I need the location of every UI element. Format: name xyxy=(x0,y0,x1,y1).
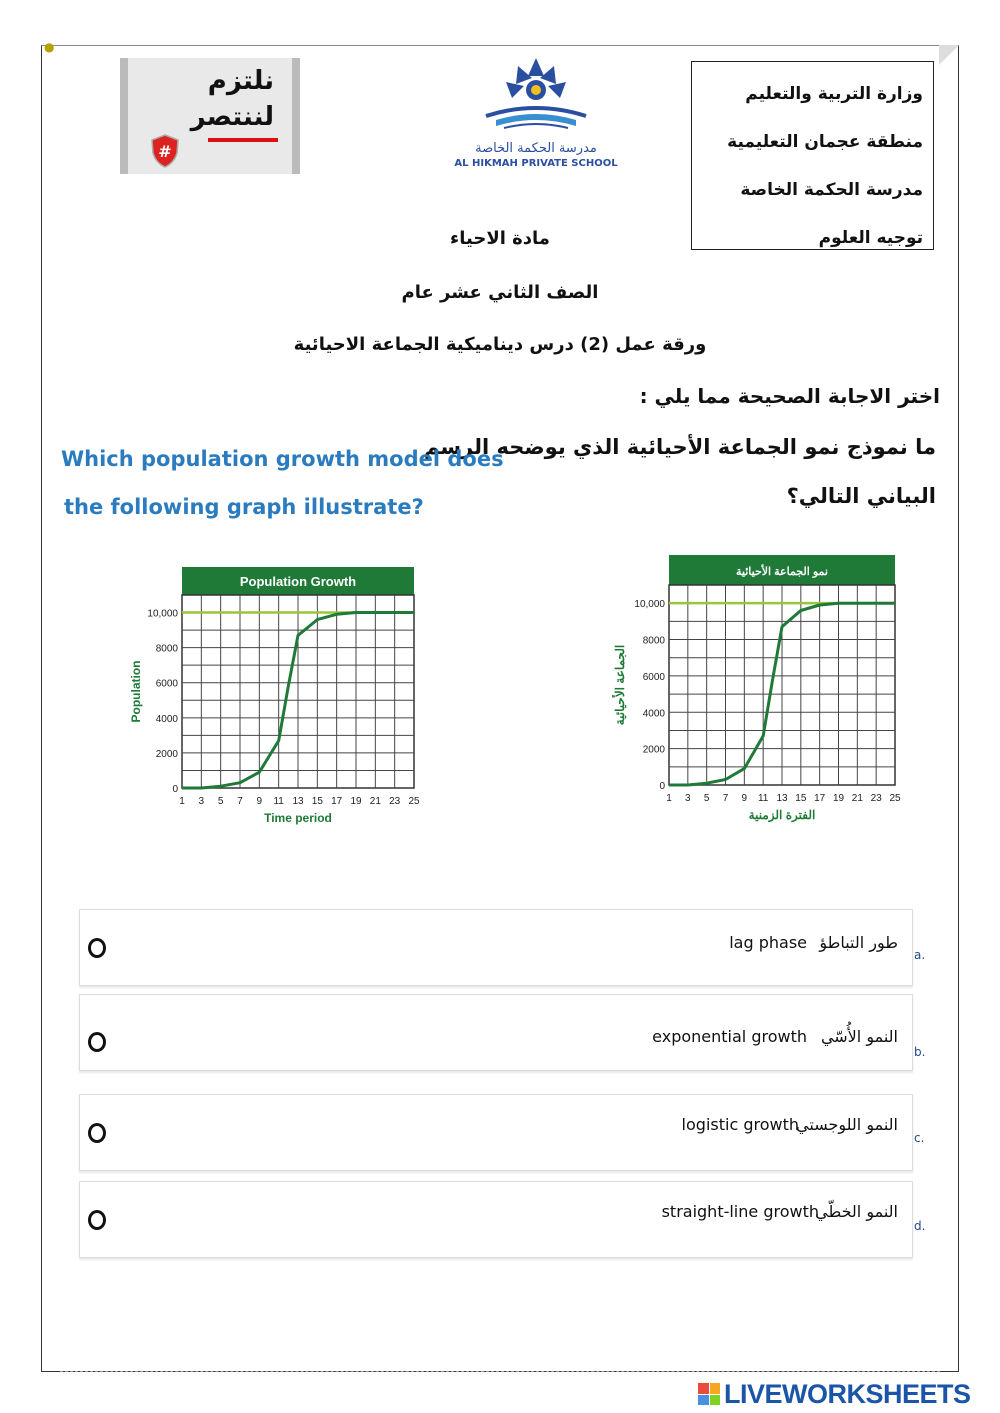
y-tick-label: 8000 xyxy=(642,635,665,647)
x-tick-label: 11 xyxy=(757,793,769,804)
slogan-hash: # xyxy=(158,142,172,161)
x-tick-label: 15 xyxy=(311,796,323,807)
y-tick-label: 6000 xyxy=(642,671,665,683)
slogan-underline xyxy=(208,138,278,142)
x-tick-label: 3 xyxy=(685,793,691,804)
option-b-letter: b. xyxy=(914,1045,926,1059)
arabic-growth-chart xyxy=(610,548,910,838)
x-tick-label: 17 xyxy=(814,793,826,804)
liveworksheets-logo-icon xyxy=(698,1383,720,1405)
x-axis-label: Time period xyxy=(264,811,332,825)
x-tick-label: 3 xyxy=(198,796,205,807)
y-tick-label: 2000 xyxy=(642,744,665,756)
ministry-box xyxy=(691,61,934,250)
option-a-ar: طور التباطؤ xyxy=(819,933,898,952)
ministry-line: وزارة التربية والتعليم xyxy=(745,84,923,104)
worksheet-title: ورقة عمل (2) درس ديناميكية الجماعة الاحيائية xyxy=(293,334,707,355)
y-axis-label: Population xyxy=(129,660,143,723)
page-fold-corner xyxy=(939,45,959,65)
option-d-ar: النمو الخطّي xyxy=(815,1202,898,1221)
department-line: توجيه العلوم xyxy=(818,228,923,248)
x-tick-label: 7 xyxy=(722,793,729,804)
slogan-line-2: لننتصر xyxy=(190,102,274,132)
y-tick-label: 0 xyxy=(172,784,178,795)
school-name-en: AL HIKMAH PRIVATE SCHOOL xyxy=(454,158,618,169)
chart-title: نمو الجماعة الأحيائية xyxy=(736,566,828,578)
y-tick-label: 2000 xyxy=(155,748,178,760)
option-c[interactable] xyxy=(79,1094,913,1171)
x-tick-label: 21 xyxy=(851,793,863,804)
y-tick-label: 8000 xyxy=(155,643,178,655)
x-tick-label: 19 xyxy=(350,796,362,807)
option-c-ar: النمو اللوجستي xyxy=(796,1115,898,1134)
y-tick-label: 4000 xyxy=(155,713,178,725)
radio-d[interactable] xyxy=(88,1210,106,1230)
brand-text: LIVEWORKSHEETS xyxy=(724,1378,971,1409)
x-tick-label: 17 xyxy=(331,796,343,807)
x-tick-label: 5 xyxy=(703,793,710,804)
question-ar-line-2: البياني التالي؟ xyxy=(786,484,936,508)
grade-title: الصف الثاني عشر عام xyxy=(401,282,599,303)
option-d-en: straight-line growth xyxy=(661,1202,819,1221)
chart-title: Population Growth xyxy=(239,574,357,589)
x-tick-label: 9 xyxy=(741,793,748,804)
question-ar-line-1: ما نموذج نمو الجماعة الأحيائية الذي يوضحه الرسم xyxy=(423,435,936,459)
x-tick-label: 21 xyxy=(369,796,381,807)
school-emblem-icon xyxy=(446,56,626,140)
shield-icon xyxy=(150,134,180,168)
x-tick-label: 23 xyxy=(389,796,401,807)
radio-c[interactable] xyxy=(88,1123,106,1143)
x-tick-label: 19 xyxy=(832,793,845,804)
liveworksheets-brand[interactable] xyxy=(698,1378,971,1410)
x-tick-label: 25 xyxy=(889,793,901,804)
x-tick-label: 11 xyxy=(273,796,284,807)
x-tick-label: 9 xyxy=(256,796,263,807)
option-b[interactable] xyxy=(79,994,913,1071)
y-axis-label: الجماعة الأحيائية xyxy=(613,644,627,726)
option-a[interactable] xyxy=(79,909,913,986)
question-en-line-2: the following graph illustrate? xyxy=(64,495,424,519)
radio-b[interactable] xyxy=(88,1032,106,1052)
x-tick-label: 15 xyxy=(795,793,807,804)
x-tick-label: 1 xyxy=(179,796,185,807)
x-tick-label: 1 xyxy=(666,793,672,804)
slogan-line-1: نلتزم xyxy=(207,66,274,96)
y-tick-label: 6000 xyxy=(155,678,178,690)
instruction-text: اختر الاجابة الصحيحة مما يلي : xyxy=(639,384,940,408)
option-d[interactable] xyxy=(79,1181,913,1258)
question-en-line-1: Which population growth model does xyxy=(61,447,504,471)
x-tick-label: 25 xyxy=(408,796,420,807)
subject-title: مادة الاحياء xyxy=(450,228,550,249)
region-line: منطقة عجمان التعليمية xyxy=(727,132,923,152)
option-c-letter: c. xyxy=(914,1131,925,1145)
school-logo xyxy=(446,56,626,176)
y-tick-label: 4000 xyxy=(642,708,665,720)
school-name-ar: مدرسة الحكمة الخاصة xyxy=(475,141,597,156)
x-tick-label: 5 xyxy=(217,796,224,807)
pin-icon: ● xyxy=(44,40,55,54)
y-tick-label: 10,000 xyxy=(147,608,178,620)
y-tick-label: 10,000 xyxy=(634,599,665,611)
option-b-ar: النمو الأُسّي xyxy=(820,1027,898,1046)
radio-a[interactable] xyxy=(88,938,106,958)
option-a-letter: a. xyxy=(914,948,926,962)
option-a-en: lag phase xyxy=(729,933,807,952)
bottom-divider xyxy=(60,1371,940,1372)
english-growth-chart xyxy=(120,560,430,840)
x-tick-label: 7 xyxy=(237,796,243,807)
option-d-letter: d. xyxy=(914,1219,926,1233)
x-axis-label: الفترة الزمنية xyxy=(748,808,816,822)
school-line: مدرسة الحكمة الخاصة xyxy=(740,180,923,200)
y-tick-label: 0 xyxy=(659,781,665,792)
x-tick-label: 13 xyxy=(292,796,304,807)
x-tick-label: 23 xyxy=(870,793,882,804)
option-b-en: exponential growth xyxy=(652,1027,807,1046)
x-tick-label: 13 xyxy=(776,793,788,804)
slogan-logo xyxy=(120,58,300,174)
option-c-en: logistic growth xyxy=(681,1115,799,1134)
